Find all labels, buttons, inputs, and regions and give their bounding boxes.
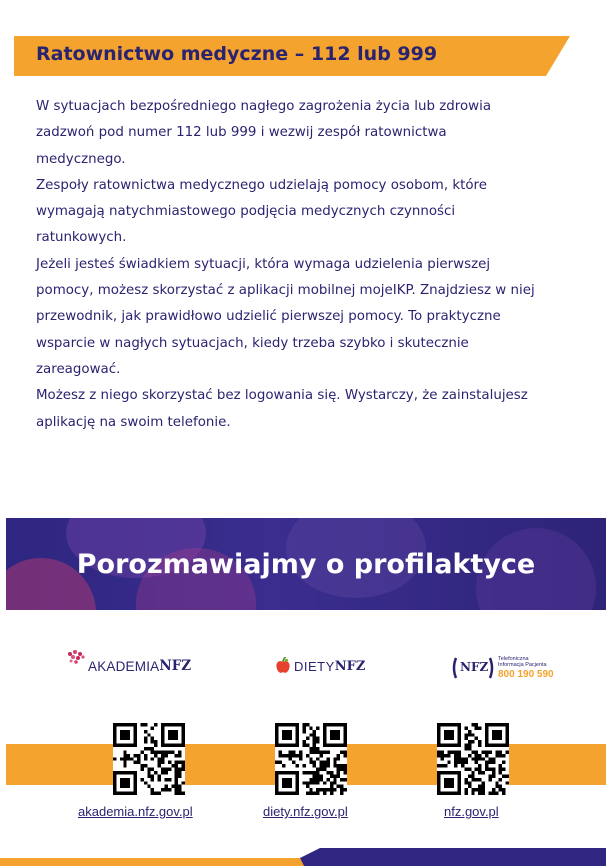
qr-code-akademia[interactable] bbox=[113, 723, 185, 795]
qr-code-nfz[interactable] bbox=[437, 723, 509, 795]
nfz-badge-icon bbox=[452, 654, 494, 682]
paragraph-line: zadzwoń pod numer 112 lub 999 i wezwij zespół ratownictwa bbox=[36, 125, 447, 141]
paragraph-line: Zespoły ratownictwa medycznego udzielają pomocy osobom, które bbox=[36, 177, 487, 193]
promo-banner bbox=[6, 518, 606, 610]
paragraph-line: medycznego. bbox=[36, 151, 126, 167]
footer-band bbox=[0, 848, 606, 866]
paragraph-line: przewodnik, jak prawidłowo udzielić pierwszej pomocy. To praktyczne bbox=[36, 309, 501, 325]
apple-icon bbox=[275, 657, 291, 675]
akademia-logo-text: AKADEMIA bbox=[88, 658, 160, 674]
section-title: Ratownictwo medyczne – 112 lub 999 bbox=[36, 43, 438, 65]
paragraph-line: Jeżeli jesteś świadkiem sytuacji, która wymaga udzielenia pierwszej bbox=[36, 256, 491, 272]
paragraph-line: zareagować. bbox=[36, 361, 121, 377]
diety-logo-nfz: NFZ bbox=[334, 658, 366, 674]
nfz-info-line2: Informacja Pacjenta bbox=[498, 662, 547, 668]
paragraph-line: aplikację na swoim telefonie. bbox=[36, 414, 231, 430]
qr-code-icon bbox=[113, 723, 185, 795]
qr-code-icon bbox=[275, 723, 347, 795]
diety-logo-text: DIETY bbox=[294, 658, 335, 674]
diety-nfz-logo[interactable] bbox=[275, 657, 365, 675]
paragraph-line: pomocy, możesz skorzystać z aplikacji mobilnej mojeIKP. Znajdziesz w niej bbox=[36, 283, 535, 299]
body-text bbox=[36, 94, 576, 436]
nfz-info-logo[interactable] bbox=[452, 654, 554, 682]
nfz-info-line1: Telefoniczna bbox=[498, 655, 529, 662]
nfz-info-text bbox=[498, 657, 554, 680]
paragraph-line: wsparcie w nagłych sytuacjach, kiedy trzeba szybko i skutecznie bbox=[36, 335, 469, 351]
paragraph-line: wymagają natychmiastowego podjęcia medycznych czynności bbox=[36, 204, 456, 220]
diety-link[interactable]: diety.nfz.gov.pl bbox=[263, 804, 348, 819]
paragraph-line: W sytuacjach bezpośredniego nagłego zagrożenia życia lub zdrowia bbox=[36, 99, 492, 114]
akademia-logo-nfz: NFZ bbox=[159, 658, 192, 674]
paragraph-line: Możesz z niego skorzystać bez logowania się. Wystarczy, że zainstalujesz bbox=[36, 388, 528, 404]
akademia-link[interactable]: akademia.nfz.gov.pl bbox=[78, 804, 193, 819]
paragraph-line: ratunkowych. bbox=[36, 230, 127, 246]
nfz-link[interactable]: nfz.gov.pl bbox=[444, 804, 499, 819]
qr-code-diety[interactable] bbox=[275, 723, 347, 795]
akademia-nfz-logo[interactable] bbox=[64, 644, 191, 674]
nfz-phone-number: 800 190 590 bbox=[498, 668, 554, 680]
qr-code-icon bbox=[437, 723, 509, 795]
nfz-badge-text: NFZ bbox=[460, 660, 489, 674]
banner-title: Porozmawiajmy o profilaktyce bbox=[76, 548, 536, 580]
